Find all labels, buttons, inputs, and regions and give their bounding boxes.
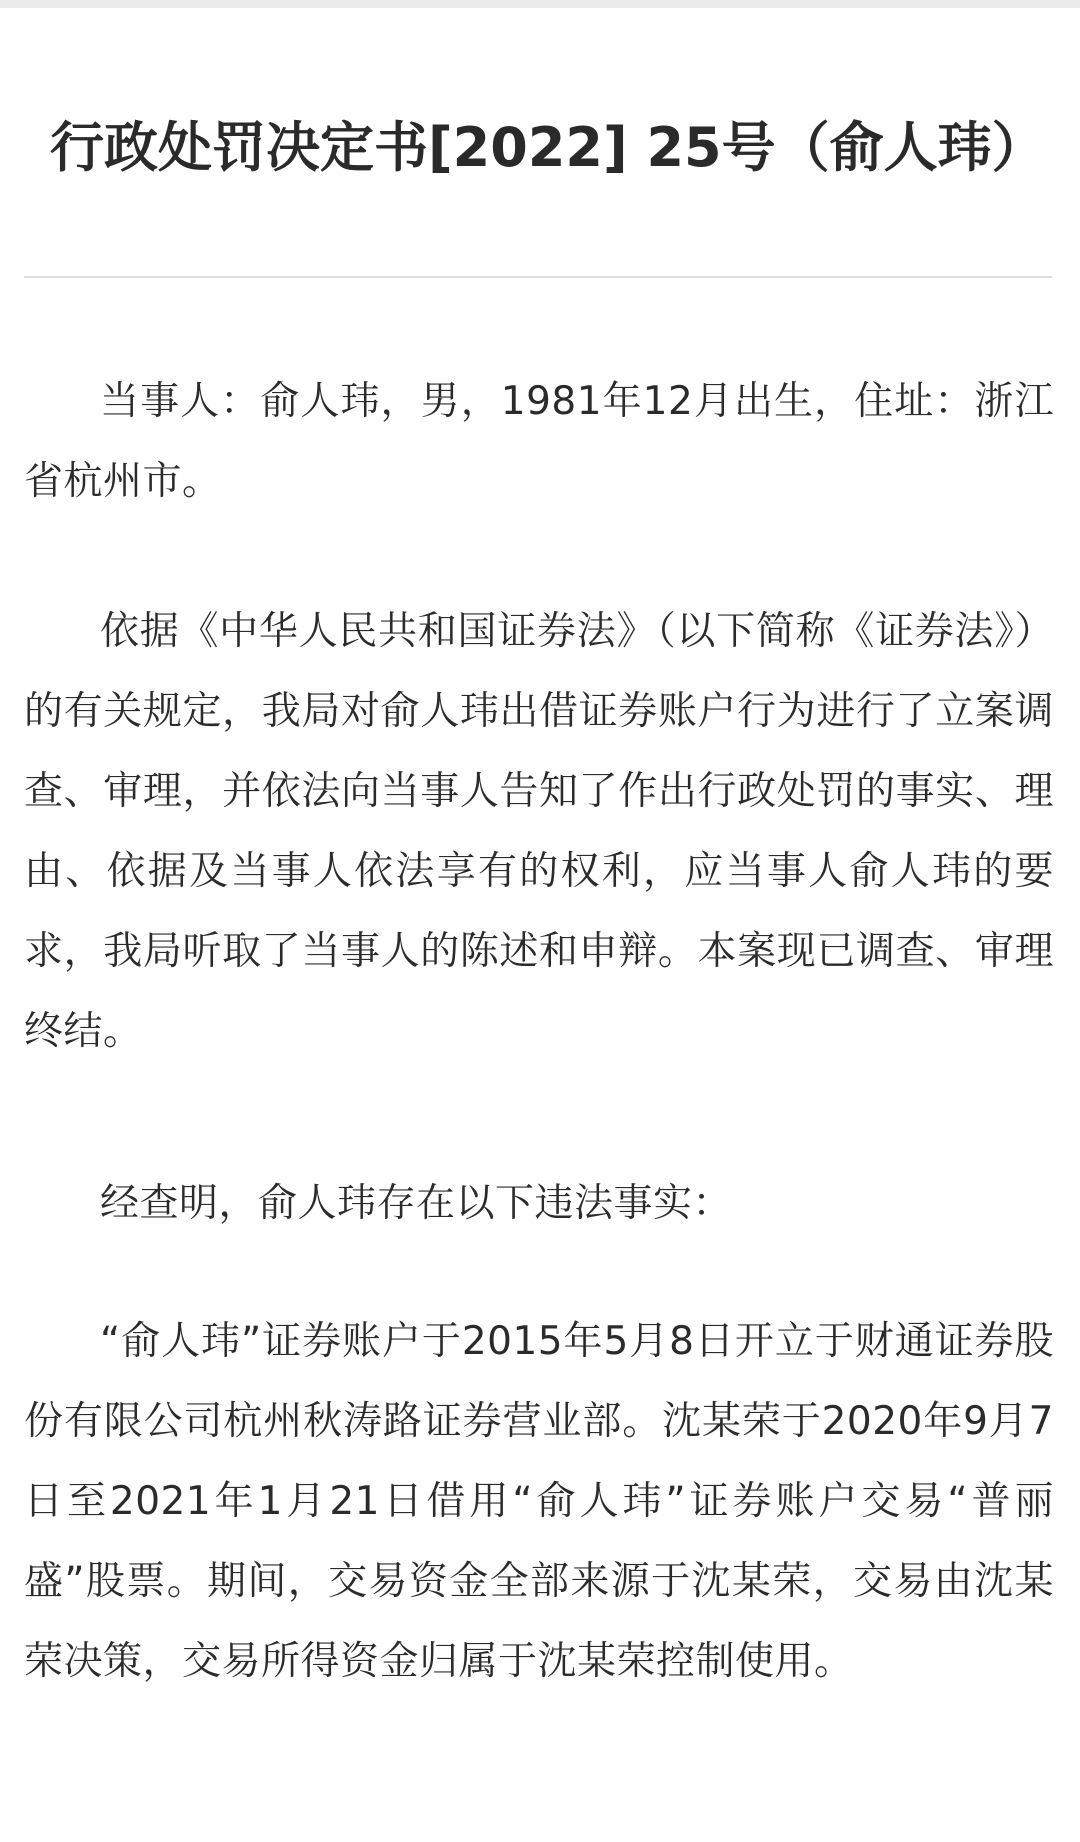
paragraph-basis: 依据《中华人民共和国证券法》（以下简称《证券法》）的有关规定，我局对俞人玮出借证券账户行为进行了立案调查、审理，并依法向当事人告知了作出行政处罚的事实、理由、依据及当事人依法享有的权利，应当事人俞人玮的要求，我局听取了当事人的陈述和申辩。本案现已调查、审理终结。 — [24, 609, 1054, 1054]
paragraph-findings-intro: 经查明，俞人玮存在以下违法事实： — [100, 1181, 733, 1226]
paragraph-facts: “俞人玮”证券账户于2015年5月8日开立于财通证券股份有限公司杭州秋涛路证券营业部。沈某荣于2020年9月7日至2021年1月21日借用“俞人玮”证券账户交易“普丽盛”股票。期间，交易资金全部来源于沈某荣，交易由沈某荣决策，交易所得资金归属于沈某荣控制使用。 — [24, 1319, 1054, 1684]
document-title: 行政处罚决定书[2022] 25号（俞人玮） — [50, 116, 1046, 179]
paragraph-party: 当事人：俞人玮，男，1981年12月出生，住址：浙江省杭州市。 — [24, 379, 1054, 504]
title-divider — [24, 276, 1052, 278]
top-bar — [0, 0, 1080, 8]
